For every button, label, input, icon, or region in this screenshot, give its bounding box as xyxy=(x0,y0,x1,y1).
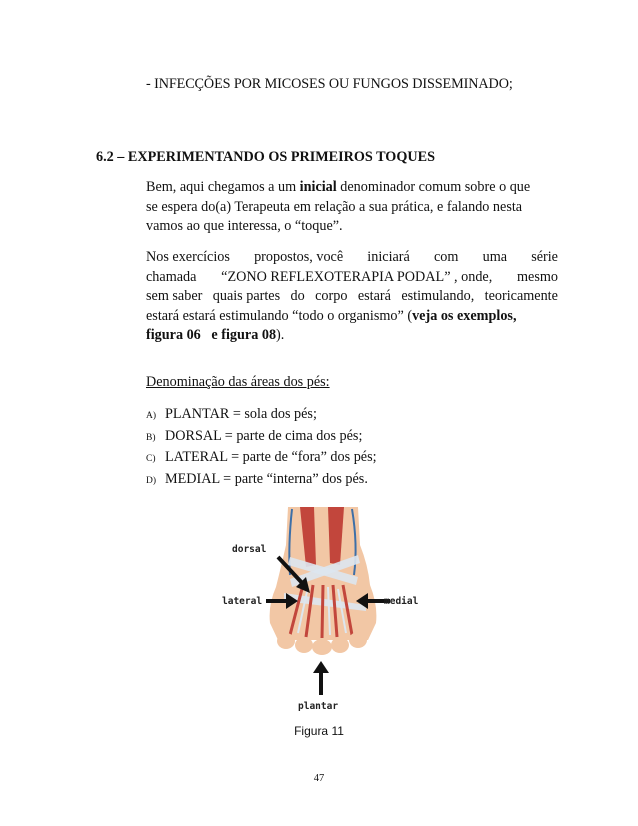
paragraph-1-line-2: se espera do(a) Terapeuta em relação a sua prática, e falando nesta xyxy=(146,198,523,215)
list-marker: A) xyxy=(146,411,157,421)
emphasis-figure-06: figura 06 xyxy=(146,327,201,343)
list-item xyxy=(146,470,377,492)
list-marker: B) xyxy=(146,432,156,443)
label-lateral: lateral xyxy=(222,596,263,607)
page-number: 47 xyxy=(313,773,325,784)
label-dorsal: dorsal xyxy=(232,544,267,555)
paragraph-1-line-1: Bem, aqui chegamos a um inicial denominador comum sobre o que xyxy=(146,179,531,195)
plantar-arrowhead xyxy=(313,661,329,673)
areas-list xyxy=(146,405,377,491)
emphasis-inicial: inicial xyxy=(299,179,337,195)
figure-caption: Figura 11 xyxy=(294,724,344,738)
toe xyxy=(312,639,332,655)
emphasis-examples: veja os exemplos, xyxy=(412,307,517,324)
list-item-text: LATERAL = parte de “fora” dos pés; xyxy=(165,449,377,465)
list-marker: D) xyxy=(146,475,157,486)
paragraph-2-line-3: sem saber quais partes do corpo estará estimulando, teoricamente xyxy=(146,288,558,304)
paragraph-2 xyxy=(146,248,566,346)
paragraph-2-line-1: Nos exercícios propostos, você iniciará com uma série xyxy=(146,249,558,265)
emphasis-figure-08: e figura 08 xyxy=(211,327,277,343)
toe xyxy=(295,637,313,653)
subheading: Denominação das áreas dos pés: xyxy=(146,374,330,390)
list-item xyxy=(146,405,377,427)
list-item-text: DORSAL = parte de cima dos pés; xyxy=(165,427,363,444)
foot-anatomy-figure xyxy=(218,505,428,715)
list-marker: C) xyxy=(146,454,156,464)
toe xyxy=(277,633,295,649)
section-heading: 6.2 – EXPERIMENTANDO OS PRIMEIROS TOQUES xyxy=(96,149,435,165)
list-item-text: PLANTAR = sola dos pés; xyxy=(165,406,317,422)
label-medial: medial xyxy=(384,596,419,607)
paragraph-2-line-4: estará estará estimulando “todo o organismo” (veja os exemplos, xyxy=(146,307,517,324)
list-item xyxy=(146,427,377,449)
paragraph-1-line-3: vamos ao que interessa, o “toque”. xyxy=(146,218,343,234)
paragraph-2-line-2: chamada “ZONO REFLEXOTERAPIA PODAL” , onde, mesmo xyxy=(146,268,558,285)
paragraph-2-line-5: figura 06 e figura 08). xyxy=(146,327,285,343)
toe xyxy=(331,637,349,653)
list-item-text: MEDIAL = parte “interna” dos pés. xyxy=(165,470,368,487)
toe xyxy=(349,632,367,648)
paragraph-1 xyxy=(146,178,566,237)
top-line: - INFECÇÕES POR MICOSES OU FUNGOS DISSEMINADO; xyxy=(146,76,513,92)
label-plantar: plantar xyxy=(298,701,339,712)
list-item xyxy=(146,448,377,470)
